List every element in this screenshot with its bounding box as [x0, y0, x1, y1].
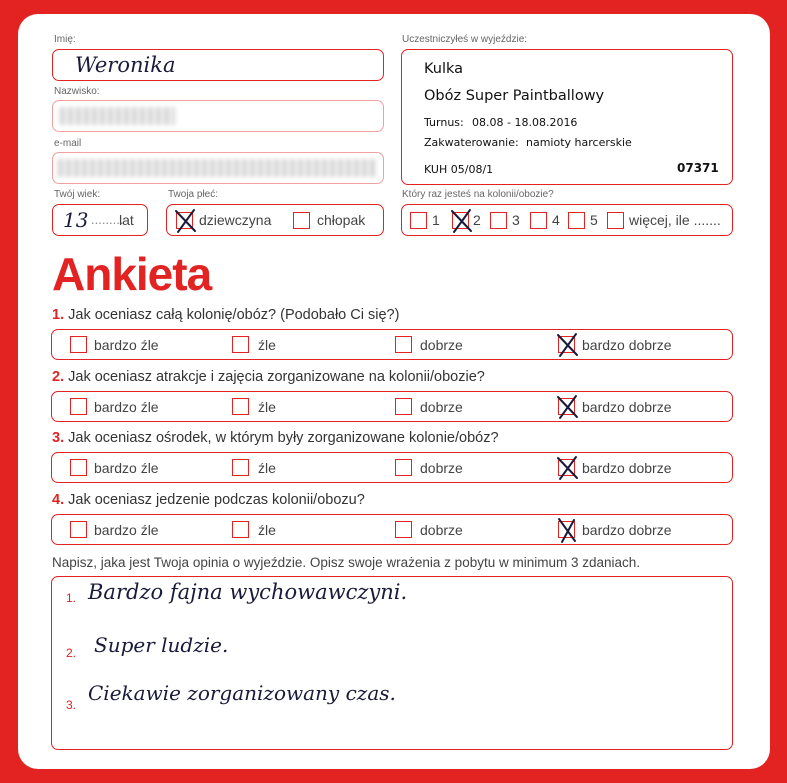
trip-info-box [401, 49, 733, 185]
q4-bardzo-zle-checkbox[interactable] [70, 521, 87, 538]
question-number: 4. [52, 492, 65, 508]
turnus-label: Turnus: [424, 116, 464, 129]
time-option-label: więcej, ile ....... [629, 212, 721, 228]
surname-label: Nazwisko: [54, 86, 100, 97]
question-1-text [52, 307, 399, 323]
survey-card [18, 14, 770, 769]
accommodation-label: Zakwaterowanie: [424, 136, 519, 149]
time-more-checkbox[interactable] [607, 212, 624, 229]
opinion-line-text: Super ludzie. [94, 633, 229, 657]
x-mark-icon [556, 517, 580, 543]
option-label: bardzo źle [94, 460, 159, 476]
trip-name: Kulka [424, 61, 464, 77]
question-1-options [51, 329, 733, 360]
email-label: e-mail [54, 138, 82, 149]
q3-dobrze-checkbox[interactable] [395, 459, 412, 476]
q3-bardzo-zle-checkbox[interactable] [70, 459, 87, 476]
question-label: Jak oceniasz atrakcje i zajęcia zorganizowane na kolonii/obozie? [68, 369, 485, 385]
redacted-surname [59, 107, 175, 125]
age-field[interactable] [52, 204, 148, 236]
q2-bardzo-zle-checkbox[interactable] [70, 398, 87, 415]
question-4-text [52, 492, 365, 508]
opinion-line-text: Bardzo fajna wychowawczyni. [88, 580, 408, 604]
trip-code: KUH 05/08/1 [424, 163, 494, 176]
trip-camp: Obóz Super Paintballowy [424, 88, 605, 104]
email-field[interactable] [52, 152, 384, 184]
question-2-options [51, 391, 733, 422]
age-label: Twój wiek: [54, 189, 101, 200]
option-label: bardzo źle [94, 522, 159, 538]
opinion-line-number: 3. [66, 698, 77, 712]
trip-number: 07371 [677, 161, 719, 175]
question-label: Jak oceniasz całą kolonię/obóz? (Podobało Ci się?) [68, 307, 400, 323]
participant-label: Uczestniczyłeś w wyjeździe: [402, 34, 528, 45]
q1-zle-checkbox[interactable] [232, 336, 249, 353]
age-value: 13 [63, 208, 89, 232]
opinion-box[interactable] [51, 576, 733, 750]
q3-zle-checkbox[interactable] [232, 459, 249, 476]
opinion-prompt: Napisz, jaka jest Twoja opinia o wyjeździe. Opisz swoje wrażenia z pobytu w minimum 3 zdaniach. [52, 555, 641, 570]
question-label: Jak oceniasz ośrodek, w którym były zorganizowane kolonie/obóz? [68, 430, 499, 446]
time-5-checkbox[interactable] [568, 212, 585, 229]
option-label: bardzo dobrze [582, 522, 672, 538]
time-option-label: 4 [552, 212, 560, 228]
option-label: dobrze [420, 399, 463, 415]
name-value: Weronika [75, 53, 176, 77]
time-4-checkbox[interactable] [530, 212, 547, 229]
page-title: Ankieta [52, 248, 212, 300]
opinion-line-number: 2. [66, 646, 77, 660]
x-mark-icon [556, 332, 580, 358]
time-3-checkbox[interactable] [490, 212, 507, 229]
turnus-value: 08.08 - 18.08.2016 [472, 116, 578, 129]
sex-option-label: dziewczyna [199, 212, 272, 228]
time-option-label: 3 [512, 212, 520, 228]
option-label: źle [258, 399, 276, 415]
name-label: Imię: [54, 34, 76, 45]
question-label: Jak oceniasz jedzenie podczas kolonii/obozu? [68, 492, 365, 508]
option-label: źle [258, 522, 276, 538]
question-number: 1. [52, 307, 65, 323]
option-label: dobrze [420, 522, 463, 538]
q4-bardzo-dobrze-checkbox[interactable] [558, 521, 575, 538]
x-mark-icon [556, 394, 580, 420]
question-number: 3. [52, 430, 65, 446]
time-1-checkbox[interactable] [410, 212, 427, 229]
which-time-field [401, 204, 733, 236]
q4-dobrze-checkbox[interactable] [395, 521, 412, 538]
question-3-text [52, 430, 499, 446]
opinion-line-number: 1. [66, 591, 77, 605]
x-mark-icon [450, 208, 474, 234]
q2-zle-checkbox[interactable] [232, 398, 249, 415]
sex-label: Twoja płeć: [168, 189, 219, 200]
age-dots: ......... [91, 212, 124, 227]
q1-bardzo-dobrze-checkbox[interactable] [558, 336, 575, 353]
age-unit: lat [119, 212, 134, 228]
name-field[interactable] [52, 49, 384, 81]
q2-dobrze-checkbox[interactable] [395, 398, 412, 415]
redacted-email [57, 159, 377, 177]
q1-dobrze-checkbox[interactable] [395, 336, 412, 353]
opinion-line-text: Ciekawie zorganizowany czas. [88, 681, 396, 705]
sex-boy-checkbox[interactable] [293, 212, 310, 229]
q2-bardzo-dobrze-checkbox[interactable] [558, 398, 575, 415]
question-number: 2. [52, 369, 65, 385]
q1-bardzo-zle-checkbox[interactable] [70, 336, 87, 353]
time-option-label: 1 [432, 212, 440, 228]
x-mark-icon [174, 208, 198, 234]
option-label: bardzo dobrze [582, 337, 672, 353]
option-label: źle [258, 460, 276, 476]
option-label: bardzo źle [94, 399, 159, 415]
sex-field [166, 204, 384, 236]
time-option-label: 2 [473, 212, 481, 228]
option-label: dobrze [420, 460, 463, 476]
q3-bardzo-dobrze-checkbox[interactable] [558, 459, 575, 476]
time-option-label: 5 [590, 212, 598, 228]
q4-zle-checkbox[interactable] [232, 521, 249, 538]
accommodation-value: namioty harcerskie [526, 136, 632, 149]
time-2-checkbox[interactable] [452, 212, 469, 229]
option-label: źle [258, 337, 276, 353]
question-4-options [51, 514, 733, 545]
which-time-label: Który raz jesteś na kolonii/obozie? [402, 189, 554, 200]
x-mark-icon [556, 455, 580, 481]
sex-option-label: chłopak [317, 212, 366, 228]
option-label: dobrze [420, 337, 463, 353]
option-label: bardzo źle [94, 337, 159, 353]
question-2-text [52, 369, 485, 385]
option-label: bardzo dobrze [582, 399, 672, 415]
question-3-options [51, 452, 733, 483]
sex-girl-checkbox[interactable] [176, 212, 193, 229]
surname-field[interactable] [52, 100, 384, 132]
option-label: bardzo dobrze [582, 460, 672, 476]
